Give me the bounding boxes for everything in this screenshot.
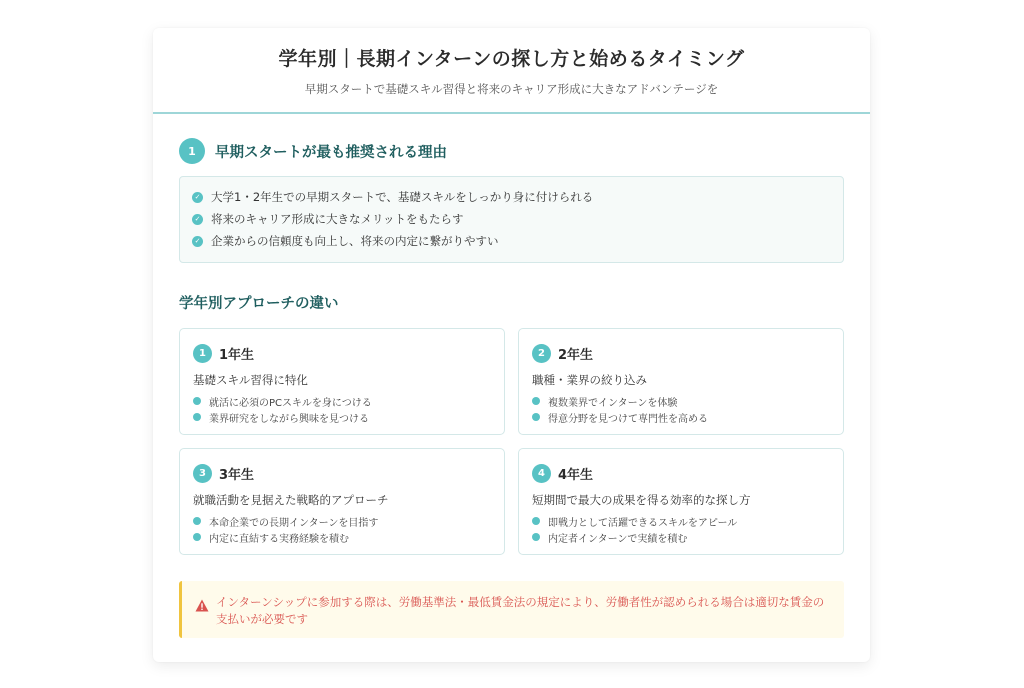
content	[153, 114, 870, 638]
year-item-list	[532, 393, 830, 425]
year-card-header	[532, 463, 830, 483]
reason-item	[192, 208, 831, 230]
list-item	[193, 393, 491, 409]
year-item-list	[532, 513, 830, 545]
check-icon: ✓	[192, 236, 203, 247]
bullet-dot-icon	[193, 413, 201, 421]
year-card-1	[179, 328, 505, 435]
year-focus: 職種・業界の絞り込み	[532, 373, 647, 387]
year-focus: 就職活動を見据えた戦略的アプローチ	[193, 493, 389, 507]
bullet-dot-icon	[193, 517, 201, 525]
bullet-dot-icon	[193, 533, 201, 541]
list-item	[532, 529, 830, 545]
year-item-list	[193, 513, 491, 545]
list-item-text: 内定に直結する実務経験を積む	[209, 533, 349, 545]
year-card-2	[518, 328, 844, 435]
year-card-header	[193, 463, 491, 483]
list-item-text: 就活に必須のPCスキルを身につける	[209, 397, 372, 409]
year-number-badge: 4	[532, 464, 551, 483]
reason-item	[192, 230, 831, 252]
bullet-dot-icon	[532, 413, 540, 421]
year-title: 1年生	[219, 347, 255, 363]
bullet-dot-icon	[532, 517, 540, 525]
list-item	[193, 409, 491, 425]
check-icon: ✓	[192, 214, 203, 225]
page-header	[153, 28, 870, 114]
legal-notice	[179, 581, 844, 638]
page-title: 学年別｜長期インターンの探し方と始めるタイミング	[278, 48, 745, 70]
list-item-text: 本命企業での長期インターンを目指す	[209, 517, 379, 529]
year-focus: 基礎スキル習得に特化	[193, 373, 308, 387]
list-item	[193, 529, 491, 545]
list-item-text: 得意分野を見つけて専門性を高める	[548, 413, 708, 425]
reason-item	[192, 186, 831, 208]
list-item-text: 複数業界でインターンを体験	[548, 397, 678, 409]
warning-icon	[195, 597, 209, 616]
bullet-dot-icon	[532, 397, 540, 405]
list-item-text: 業界研究をしながら興味を見つける	[209, 413, 369, 425]
section-reasons-header	[179, 138, 844, 164]
list-item	[193, 513, 491, 529]
year-title: 4年生	[558, 467, 594, 483]
section-number-badge: 1	[179, 138, 205, 164]
reason-text: 大学1・2年生での早期スタートで、基礎スキルをしっかり身に付けられる	[211, 190, 594, 204]
year-focus: 短期間で最大の成果を得る効率的な探し方	[532, 493, 751, 507]
reason-text: 将来のキャリア形成に大きなメリットをもたらす	[211, 212, 464, 226]
year-title: 2年生	[558, 347, 594, 363]
section-approach-title: 学年別アプローチの違い	[179, 296, 339, 312]
list-item	[532, 409, 830, 425]
page-subtitle: 早期スタートで基礎スキル習得と将来のキャリア形成に大きなアドバンテージを	[304, 82, 719, 96]
check-icon: ✓	[192, 192, 203, 203]
list-item	[532, 393, 830, 409]
year-number-badge: 2	[532, 344, 551, 363]
list-item-text: 即戦力として活躍できるスキルをアピール	[548, 517, 738, 529]
list-item-text: 内定者インターンで実績を積む	[548, 533, 688, 545]
year-number-badge: 1	[193, 344, 212, 363]
year-item-list	[193, 393, 491, 425]
year-card-header	[193, 343, 491, 363]
reason-text: 企業からの信頼度も向上し、将来の内定に繋がりやすい	[211, 234, 499, 248]
year-card-3	[179, 448, 505, 555]
bullet-dot-icon	[532, 533, 540, 541]
notice-text: インターンシップに参加する際は、労働基準法・最低賃金法の規定により、労働者性が認められる場合は適切な賃金の支払いが必要です	[216, 595, 825, 626]
year-number-badge: 3	[193, 464, 212, 483]
list-item	[532, 513, 830, 529]
year-grid	[179, 328, 844, 555]
year-card-header	[532, 343, 830, 363]
year-title: 3年生	[219, 467, 255, 483]
main-card	[153, 28, 870, 662]
bullet-dot-icon	[193, 397, 201, 405]
year-card-4	[518, 448, 844, 555]
section-reasons-title: 早期スタートが最も推奨される理由	[215, 144, 447, 161]
reasons-box	[179, 176, 844, 263]
